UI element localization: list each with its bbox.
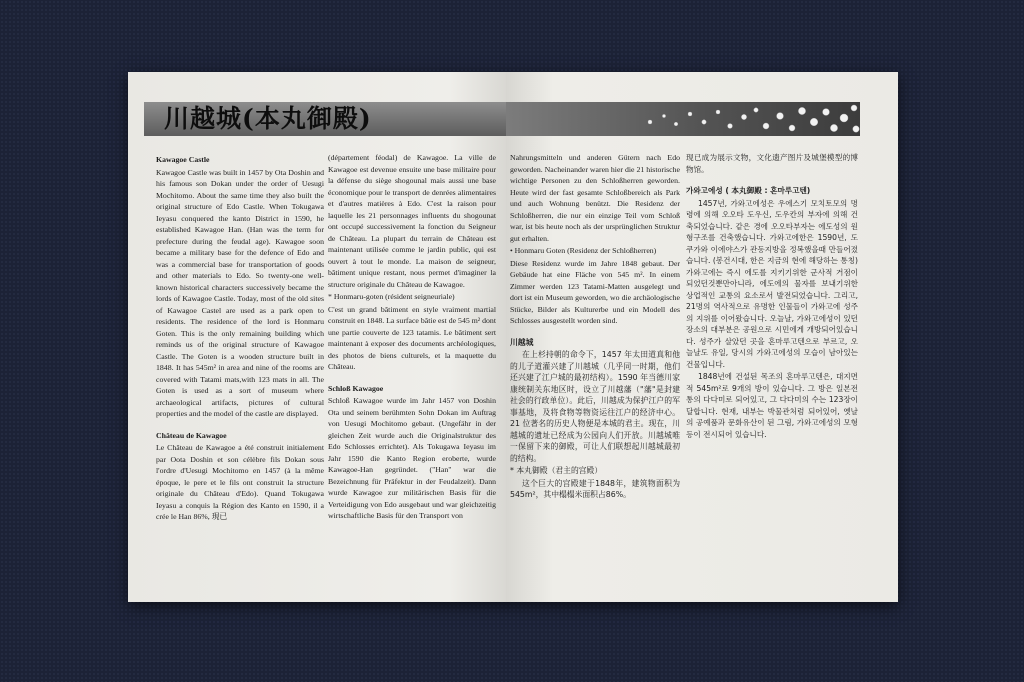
title-banner-left [144, 102, 506, 136]
open-brochure [128, 72, 898, 602]
french-sub-text: C'est un grand bâtiment en style vraiment martial construit en 1848. La surface bâtie est de 545 m² dont une partie couverte de 123 tatamis. Le bâtiment sert maintenant à exposer des documents archéologiques, des photos de biens culturels, et la maquette du Château. [328, 304, 496, 371]
german-text: Schloß Kawagoe wurde im Jahr 1457 von Doshin Ota und seinem berühmten Sohn Dokan im Auftrag von Uesugi Mochitomo gebaut. (Ungefähr in der gleichen Zeit wurde auch die Originalstruktur des Edo Schlosses errichtet). Als Tokugawa Ieyasu im Jahr 1590 die Kanto Region eroberte, wurde Kawagoe-Han gegründet. ("Han" war die Bezeichnung für Präfektur in der Feudalzeit). Dann wurde Kawagoe zur militärischen Basis für die Verteidigung von Edo ausgebaut und war gleichzeitig wirtschaftliche Basis für den Transport von [328, 396, 496, 520]
chinese-text: 在上杉持朝的命令下，1457 年太田道真和他的儿子道灌兴建了川越城（几乎同一时期，他们还兴建了江户城的最初结构）。1590 年当德川家康统制关东地区时，设立了川越藩（"藩"是封建社会的行政单位）。此后，川越成为保护江户的军事基地，及将食物等物资运往江户的经济中心。21 位著名的历史人物便是本城的君主。现在，川越城的遗址已经成为公园向人们开放。川越城唯一保留下来的御殿，可让人们联想起川越城最初的结构。 [510, 350, 680, 463]
chinese-sub-text: 这个巨大的宫殿建于1848年，建筑物面积为545m²，其中榻榻米面积占86%。 [510, 478, 680, 499]
german-heading: Schloß Kawagoe [328, 383, 384, 393]
french-sub-heading: * Honmaru-goten (résident seigneuriale) [328, 292, 455, 301]
german-sub-text: Diese Residenz wurde im Jahre 1848 gebaut. Der Gebäude hat eine Fläche von 545 m². In einem Zimmer werden 123 Tatami-Matten ausgelegt und dort ist ein Museum geworden, wo die archäologische Stücke, Bilder als Kulturerbe und ein Modell des Schlosses ausgestellt worden sind. [510, 258, 680, 325]
chinese-korean-column [686, 152, 858, 441]
title-banner-right [506, 102, 860, 136]
korean-sub-text: 1848년에 건설된 목조의 혼마루고텐은, 대지면적 545m²로 9개의 방이 있습니다. 그 방은 일본전통의 다다미로 되어있고, 그 다다미의 수는 123장이 달합니다. 현재, 내부는 박물관처럼 되어있어, 옛날의 공예품과 문화유산이 된 그림, 가와고에성의 모형등이 전시되어 있습니다. [686, 372, 858, 439]
korean-text: 1457년, 가와고에성은 우에스기 모치토모의 명령에 의해 오오타 도우신, 도우칸의 부자에 의해 건축되었습니다. 같은 경에 오오타부자는 에도성의 원형구조를 건축했습니다. 가와고에한은 1590년, 도쿠가와 이에야스가 관동지방을 정복했을때 만들어졌습니다. (봉건시대, 한은 지금의 현에 해당하는 통칭) 가와고에는 즉시 에도를 지키기위한 군사적 거점이 되었던것뿐만아니라, 에도에의 물자를 보내기위한 상업적인 교통의 요소로서 발전되었습니다. 그리고, 21명의 역사적으로 유명한 인물들이 가와고에 성주의 지위를 이어왔습니다. 오늘날, 가와고에성이 있던 장소의 대부분은 공원으로 시민에게 개방되어있습니다. 성주가 살았던 곳을 혼마루고텐으로 부르고, 오늘날도 유일, 당시의 가와고에성의 모습이 남아있는 건물입니다. [686, 198, 858, 369]
german-text-continued: Nahrungsmitteln und anderen Gütern nach Edo geworden. Nacheinander waren hier die 21 historische wichtige Personen zu den Schloßherren geworden. Heute wird der fast gesamte Schloßbereich als Park und auch Wohnung benützt. Die Residenz der Schloßherren, die nur ein einzige Teil vom Schloß war, ist bis heute noch als der ursprünglichen Struktur gut erhalten. [510, 153, 680, 243]
french-heading: Château de Kawagoe [156, 430, 227, 440]
left-page [128, 72, 506, 602]
korean-heading: 가와고에성 ( 本丸御殿 : 혼마루고텐) [686, 186, 811, 195]
german-chinese-column [510, 152, 680, 502]
chinese-sub-heading: * 本丸御殿（君主的宫殿） [510, 466, 603, 475]
french-german-column [328, 152, 496, 523]
banner-title: 川越城(本丸御殿) [164, 104, 372, 133]
english-text: Kawagoe Castle was built in 1457 by Ota Doshin and his famous son Dokan under the order of Uesugi Mochitomo. About the same time they also built the original structure of Edo Castle. When Tokugawa Ieyasu conquered the kanto District in 1590, he established Kawagoe Han. (Han was the term for prefecture during the feudal age). Kawagoe soon became a military base for the defence of Edo and was a commercial base for transportation of goods and other materials to Edo. So twenty-one well-known historical characters successively became the lords of Kawagoe Castle. Today, most of the old sites of Kawagoe Castel are used as a park open to residents. The residence of the lord is Honmaru Goten. This is the only remaining building which reminds us of the original structure of Kawagoe Castle. The Goten is a wooden structure built in 1848. It has 545m² in area and nine of the rooms are covered with Tatami mats,with 123 mats in all. The Goten is used as a sort of museum where archaeological artifacts, pictures of cultural properties and the model of the castle are displayed. [156, 167, 324, 418]
chinese-heading: 川越城 [510, 337, 534, 347]
french-text: Le Château de Kawagoe a été construit initialement par Oota Doshin et son célèbre fils Dokan sous l'ordre d'Uesugi Mochitomo en 1457 (à la même époque, le pere et le fils ont construit la structure originale du Château d'Edo). Quand Tokugawa Ieyasu a conquis la Région des Kanto en 1590, il a crée le Han 86%, 現已 [156, 443, 324, 521]
english-column [156, 152, 324, 524]
french-text-continued: (département féodal) de Kawagoe. La ville de Kawagoe est devenue ensuite une base militaire pour la défense du siège shogounal mais aussi une base économique pour le transport de denrées alimentaires et d'autres matières à Edo. C'est la raison pour laquelle les 21 personnages influents du shogounat ont occupé successivement la fonction du Seigneur de Château. La plupart du terrain de Château est maintenant utilisée comme le jardin public, qui est ouvert à tout le monde. La maison de seigneur, bâtiment unique restant, nous permet d'imaginer la structure originale du Château de Kawagoe. [328, 153, 496, 289]
german-sub-heading: • Honmaru Goten (Residenz der Schloßherren) [510, 246, 657, 255]
right-page [506, 72, 898, 602]
chinese-text-continued: 现已成为展示文物，文化遗产图片及城堡模型的博物馆。 [686, 153, 858, 174]
english-heading: Kawagoe Castle [156, 155, 210, 164]
cherry-blossom-decoration [620, 102, 860, 136]
